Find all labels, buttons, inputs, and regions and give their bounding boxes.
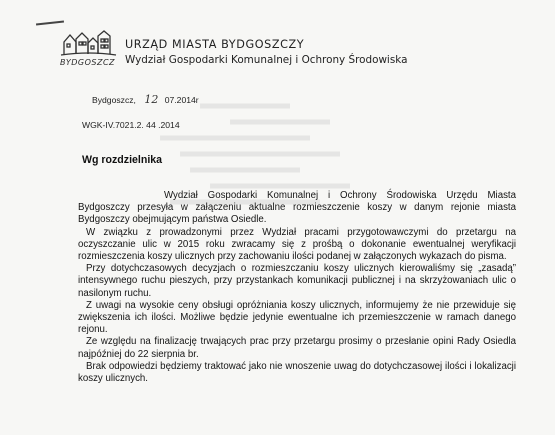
- scan-mark: [36, 21, 64, 26]
- place-date: [92, 93, 199, 106]
- organization-name: URZĄD MIASTA BYDGOSZCZY: [125, 38, 305, 51]
- paragraph-1: Wydział Gospodarki Komunalnej i Ochrony Środowiska Urzędu Miasta Bydgoszczy przesyła w załączeniu aktualne rozmieszczenie koszy w danym rejonie miasta Bydgoszczy obejmującym państwa Osiedle.: [78, 190, 516, 226]
- paragraph-2: W związku z prowadzonymi przez Wydział pracami przygotowawczymi do przetargu na oczyszczanie ulic w 2015 roku zwracamy się z prośbą o dokonanie ewentualnej weryfikacji rozmieszczenia koszy ulicznych przy zachowaniu ilości podanej w załączonych wykazach do pisma.: [78, 226, 516, 263]
- paragraph-6: Brak odpowiedzi będziemy traktować jako nie wnoszenie uwag do dotychczasowej ilości i lokalizacji koszy ulicznych.: [78, 360, 516, 385]
- paragraph-3: Przy dotychczasowych decyzjach o rozmieszczaniu koszy ulicznych kierowaliśmy się „zasadą” intensywnego ruchu pieszych, przy przystankach komunikacji publicznej i na skrzyżowaniach ulic o nasilonym ruchu.: [78, 263, 516, 299]
- place: Bydgoszcz,: [92, 95, 136, 105]
- month-year: 07.2014r: [164, 95, 199, 105]
- reference-number: WGK-IV.7021.2. 44 .2014: [82, 120, 180, 130]
- paragraph-5: Ze względu na finalizację trwających prac przy przetargu prosimy o przesłanie opini Rady Osiedla najpóźniej do 22 sierpnia br.: [78, 336, 516, 360]
- letter-body: [78, 190, 516, 385]
- recipient: Wg rozdzielnika: [82, 154, 163, 166]
- paragraph-4: Z uwagi na wysokie ceny obsługi opróżniania koszy ulicznych, informujemy że nie przewiduje się zwiększenia ich ilości. Możliwe będzie jedynie ewentualne ich przemieszczenie w ramach danego rejonu.: [78, 299, 516, 336]
- logo-text: BYDGOSZCZ: [60, 58, 116, 67]
- handwritten-day: 12: [144, 93, 159, 106]
- organization-department: Wydział Gospodarki Komunalnej i Ochrony Środowiska: [125, 54, 408, 66]
